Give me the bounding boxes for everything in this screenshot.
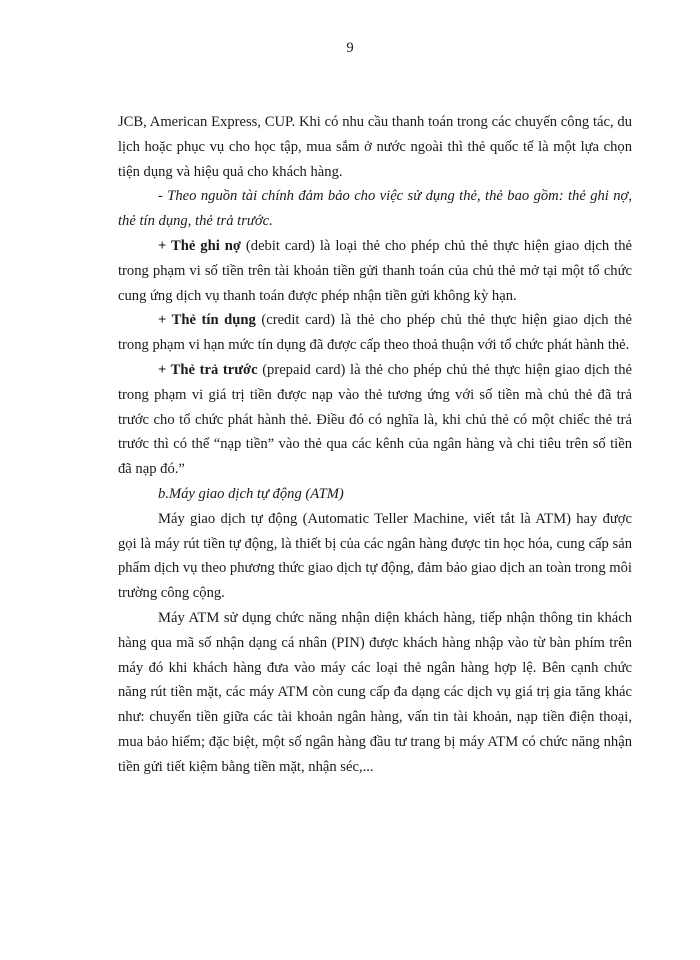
paragraph-card-by-funding: - Theo nguồn tài chính đảm bảo cho việc sử dụng thẻ, thẻ bao gồm: thẻ ghi nợ, thẻ tín dụng, thẻ trả trước.	[118, 188, 632, 230]
prepaid-card-description: (prepaid card) là thẻ cho phép chủ thẻ thực hiện giao dịch thẻ trong phạm vi giá trị tiền được nạp vào thẻ tương ứng với số tiền mà chủ thẻ đã trả trước cho tổ chức phát hành thẻ. Điều đó có nghĩa là, khi chủ thẻ có một chiếc thẻ trả trước thì có thể “nạp tiền” vào thẻ qua các kênh của ngân hàng và chi tiêu trên số tiền đã nạp đó.”	[118, 361, 632, 478]
paragraph-atm-definition: Máy giao dịch tự động (Automatic Teller Machine, viết tắt là ATM) hay được gọi là máy rút tiền tự động, là thiết bị của các ngân hàng được tin học hóa, cung cấp sản phẩm dịch vụ theo phương thức giao dịch tự động, đảm bảo giao dịch an toàn trong môi trường công cộng.	[118, 510, 632, 602]
section-heading-atm: b.Máy giao dịch tự động (ATM)	[158, 485, 344, 502]
term-prepaid-card: + Thẻ trả trước	[158, 361, 258, 378]
paragraph-international-card: JCB, American Express, CUP. Khi có nhu cầu thanh toán trong các chuyến công tác, du lịch hoặc phục vụ cho học tập, mua sắm ở nước ngoài thì thẻ quốc tế là một lựa chọn tiện dụng và hiệu quả cho khách hàng.	[118, 114, 632, 180]
paragraph-atm-functions: Máy ATM sử dụng chức năng nhận diện khách hàng, tiếp nhận thông tin khách hàng qua mã số nhận dạng cá nhân (PIN) được khách hàng nhập vào từ bàn phím trên máy đó khi khách hàng đưa vào máy các loại thẻ ngân hàng hợp lệ. Bên cạnh chức năng rút tiền mặt, các máy ATM còn cung cấp đa dạng các dịch vụ giá trị gia tăng khác như: chuyển tiền giữa các tài khoản ngân hàng, vấn tin tài khoản, nạp tiền điện thoại, mua bảo hiểm; đặc biệt, một số ngân hàng đầu tư trang bị máy ATM có chức năng nhận tiền gửi tiết kiệm bằng tiền mặt, nhận séc,...	[118, 609, 632, 775]
term-credit-card: + Thẻ tín dụng	[158, 312, 256, 329]
page-number: 9	[346, 40, 354, 56]
page-body	[118, 110, 632, 780]
term-debit-card: + Thẻ ghi nợ	[158, 237, 241, 254]
paragraph-prepaid-card	[118, 358, 632, 482]
debit-card-description: (debit card) là loại thẻ cho phép chủ thẻ thực hiện giao dịch thẻ trong phạm vi số tiền trên tài khoản tiền gửi thanh toán của chủ thẻ mở tại một tổ chức cung ứng dịch vụ thanh toán được phép nhận tiền gửi không kỳ hạn.	[118, 237, 632, 304]
paragraph-credit-card	[118, 308, 632, 358]
paragraph-debit-card	[118, 234, 632, 308]
credit-card-description: (credit card) là thẻ cho phép chủ thẻ thực hiện giao dịch thẻ trong phạm vi hạn mức tín dụng đã được cấp theo thoả thuận với tổ chức phát hành thẻ.	[118, 312, 632, 354]
